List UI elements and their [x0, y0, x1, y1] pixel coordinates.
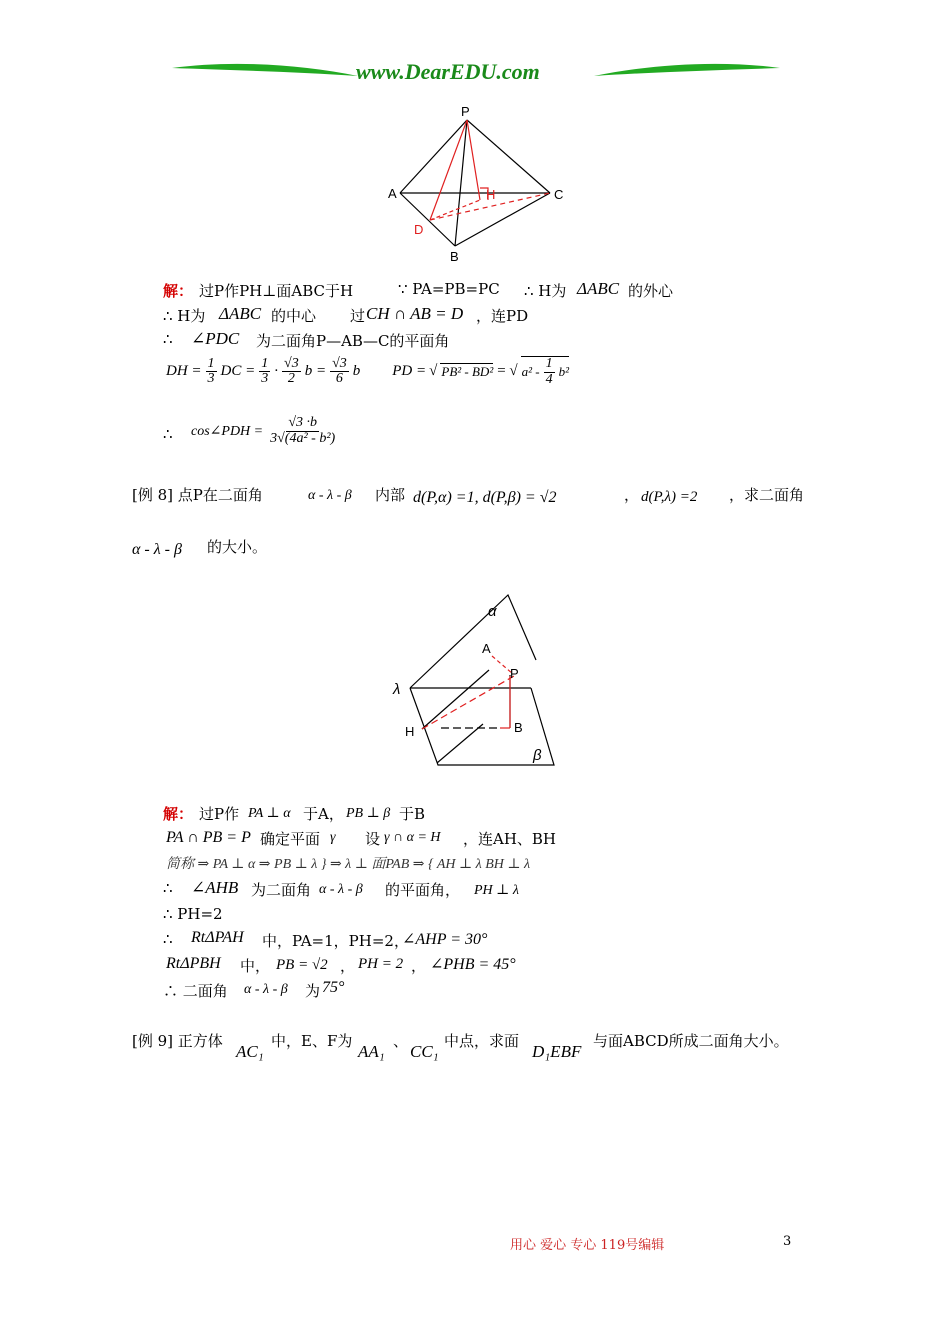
sol2-l7c: PB = √2 [276, 957, 328, 973]
sol1-line2-e: CH ∩ AB = D [366, 304, 464, 323]
ex8-b: α - λ - β [308, 488, 352, 503]
ex9-f: CC₁ [410, 1042, 439, 1061]
sol1-line1-c: ∴ H为 [524, 282, 567, 300]
b-eq: b = [304, 363, 327, 380]
dh-eq: DH = [166, 363, 202, 380]
ex9-h: D₁EBF [532, 1042, 582, 1061]
pd-root: PB² - BD² [441, 364, 494, 380]
label-A2: A [482, 641, 491, 656]
sol2-l7e: PH = 2 [358, 956, 404, 972]
sol1-line1-a: 过P作PH⊥面ABC于H [199, 282, 354, 300]
sol2-l4d: α - λ - β [319, 882, 363, 897]
label-B2: B [514, 720, 523, 735]
header-swoosh-right [592, 58, 782, 84]
label-H2: H [405, 724, 415, 739]
sol1-line3-b: ∠PDC [191, 329, 240, 348]
sol2-l1e: 于B [399, 805, 426, 823]
dihedral-figure [390, 590, 570, 775]
label-P2: P [510, 666, 519, 681]
ex9-c: 中，E、F为 [271, 1032, 353, 1050]
sol2-l2a: PA ∩ PB = P [166, 829, 251, 846]
header-swoosh-left [170, 58, 360, 84]
ex9-i: 与面ABCD所成二面角大小。 [593, 1032, 789, 1050]
ex9-a: [例 9] 正方体 [132, 1032, 223, 1050]
footer-text: 用心 爱心 专心 119号编辑 [510, 1238, 665, 1253]
sol2-l4f: PH ⊥ λ [474, 883, 519, 898]
sol1-line2-c: 的中心 [271, 307, 317, 325]
ex8-i: 的大小。 [207, 538, 268, 556]
sol2-l4c: 为二面角 [251, 881, 312, 899]
ex8-c: 内部 [375, 486, 406, 504]
sol2-l6a: ∴ [163, 930, 173, 948]
sol2-l4a: ∴ [163, 879, 173, 897]
sol2-l5: ∴ PH=2 [163, 905, 223, 923]
label-beta: β [533, 747, 542, 764]
sol2-l7b: 中， [240, 957, 271, 975]
sol1-line4: DH = $\frac{1}{3}$ DC = $\frac{1}{3}$ · $\frac{√3}{2}$ b = $\frac{√3}{6}$ b PD = √ PB² - BD² = √ a² - $\frac{1}{4}$ b² [166, 355, 569, 387]
sol2-l1d: PB ⊥ β [346, 806, 391, 821]
label-P: P [461, 104, 470, 119]
sol2-l3-clipped: 简称 ⇒ PA ⊥ α ⇒ PB ⊥ λ } ⇒ λ ⊥ 面PAB ⇒ { AH ⊥ λ BH ⊥ λ [166, 857, 531, 872]
sol1-line1-e: 的外心 [628, 282, 674, 300]
sol2-l1b: PA ⊥ α [248, 806, 291, 821]
sol2-l1a: 过P作 [199, 805, 240, 823]
label-B: B [450, 249, 459, 264]
sol1-line5-a: ∴ [163, 425, 173, 443]
sol2-l2b: 确定平面 [260, 830, 321, 848]
sol2-l2e: γ ∩ α = H [384, 830, 441, 845]
sol2-l6d: ∠AHP = 30° [402, 931, 488, 948]
sol2-l7d: ， [340, 957, 356, 975]
sol2-l2d: 设 [365, 830, 381, 848]
sol2-l2c: γ [330, 830, 336, 845]
sol2-l4b: ∠AHB [191, 878, 239, 897]
solution-lead: 解： [163, 282, 194, 300]
label-lambda: λ [393, 681, 401, 698]
sol1-line1-d: ΔABC [577, 279, 620, 298]
site-logo[interactable]: www.DearEDU.com [356, 59, 540, 84]
ex8-f: d(P,λ) =2 [641, 489, 698, 505]
pd-eq: PD = [392, 363, 427, 380]
sol1-line2-f: ，连PD [476, 307, 529, 325]
label-H: H [486, 187, 496, 202]
sol2-l7a: RtΔPBH [166, 955, 221, 972]
eq2: = [496, 363, 507, 380]
ex9-d: AA₁ [358, 1042, 385, 1061]
cos-formula: cos∠PDH = $\frac{√3 \cdot b}{\text{3√(4a² - b²)}}$ [191, 415, 336, 446]
sol1-line3-a: ∴ [163, 330, 173, 348]
dot: · [274, 363, 279, 380]
ex9-g: 中点，求面 [444, 1032, 520, 1050]
ex8-d: d(P,α) =1, d(P,β) = √2 [413, 489, 557, 506]
sol2-l8c: 为 [305, 982, 321, 1000]
sol2-l1c: 于A， [303, 805, 344, 823]
label-D: D [414, 222, 424, 237]
sol1-line2-d: 过 [350, 307, 366, 325]
sol1-line3-c: 为二面角P—AB—C的平面角 [256, 332, 450, 350]
label-A: A [388, 186, 397, 201]
sol2-l7f: ， [411, 957, 427, 975]
sol1-line2-a: ∴ H为 [163, 307, 206, 325]
sol2-l6b: RtΔPAH [191, 929, 244, 946]
sol2-l4e: 的平面角， [385, 881, 461, 899]
page-number: 3 [783, 1234, 792, 1249]
pd-root2: a² - $\frac{1}{4}$ b² [521, 356, 569, 387]
sol1-line2-b: ΔABC [219, 304, 262, 323]
frac-sqrt3-2: $\frac{√3}{2}$ [284, 355, 299, 387]
sol2-l8b: α - λ - β [244, 982, 288, 997]
sol2-l7g: ∠PHB = 45° [430, 956, 516, 973]
label-alpha: α [488, 603, 497, 620]
ex9-e: 、 [393, 1032, 409, 1050]
ex9-b: AC₁ [236, 1042, 264, 1061]
sol2-l8d: 75° [322, 979, 345, 996]
frac-sqrt3-6: $\frac{√3}{6}$ [332, 355, 347, 387]
sol1-line1-b: ∵ PA=PB=PC [398, 280, 500, 298]
tetrahedron-figure [380, 100, 580, 265]
label-C: C [554, 187, 564, 202]
frac-1-3b: $\frac{1}{3}$ [261, 355, 269, 387]
ex8-a: [例 8] 点P在二面角 [132, 486, 263, 504]
dc-eq: DC = [220, 363, 256, 380]
ex8-h: α - λ - β [132, 541, 182, 558]
b-var: b [352, 363, 361, 380]
solution2-lead: 解： [163, 805, 194, 823]
ex8-g: ，求二面角 [729, 486, 805, 504]
sol2-l2f: ，连AH、BH [463, 830, 557, 848]
sol2-l6c: 中，PA=1，PH=2， [262, 932, 409, 950]
frac-1-3: $\frac{1}{3}$ [207, 355, 215, 387]
sol2-l8a: ∴ 二面角 [163, 982, 228, 1000]
ex8-e: ， [624, 486, 640, 504]
